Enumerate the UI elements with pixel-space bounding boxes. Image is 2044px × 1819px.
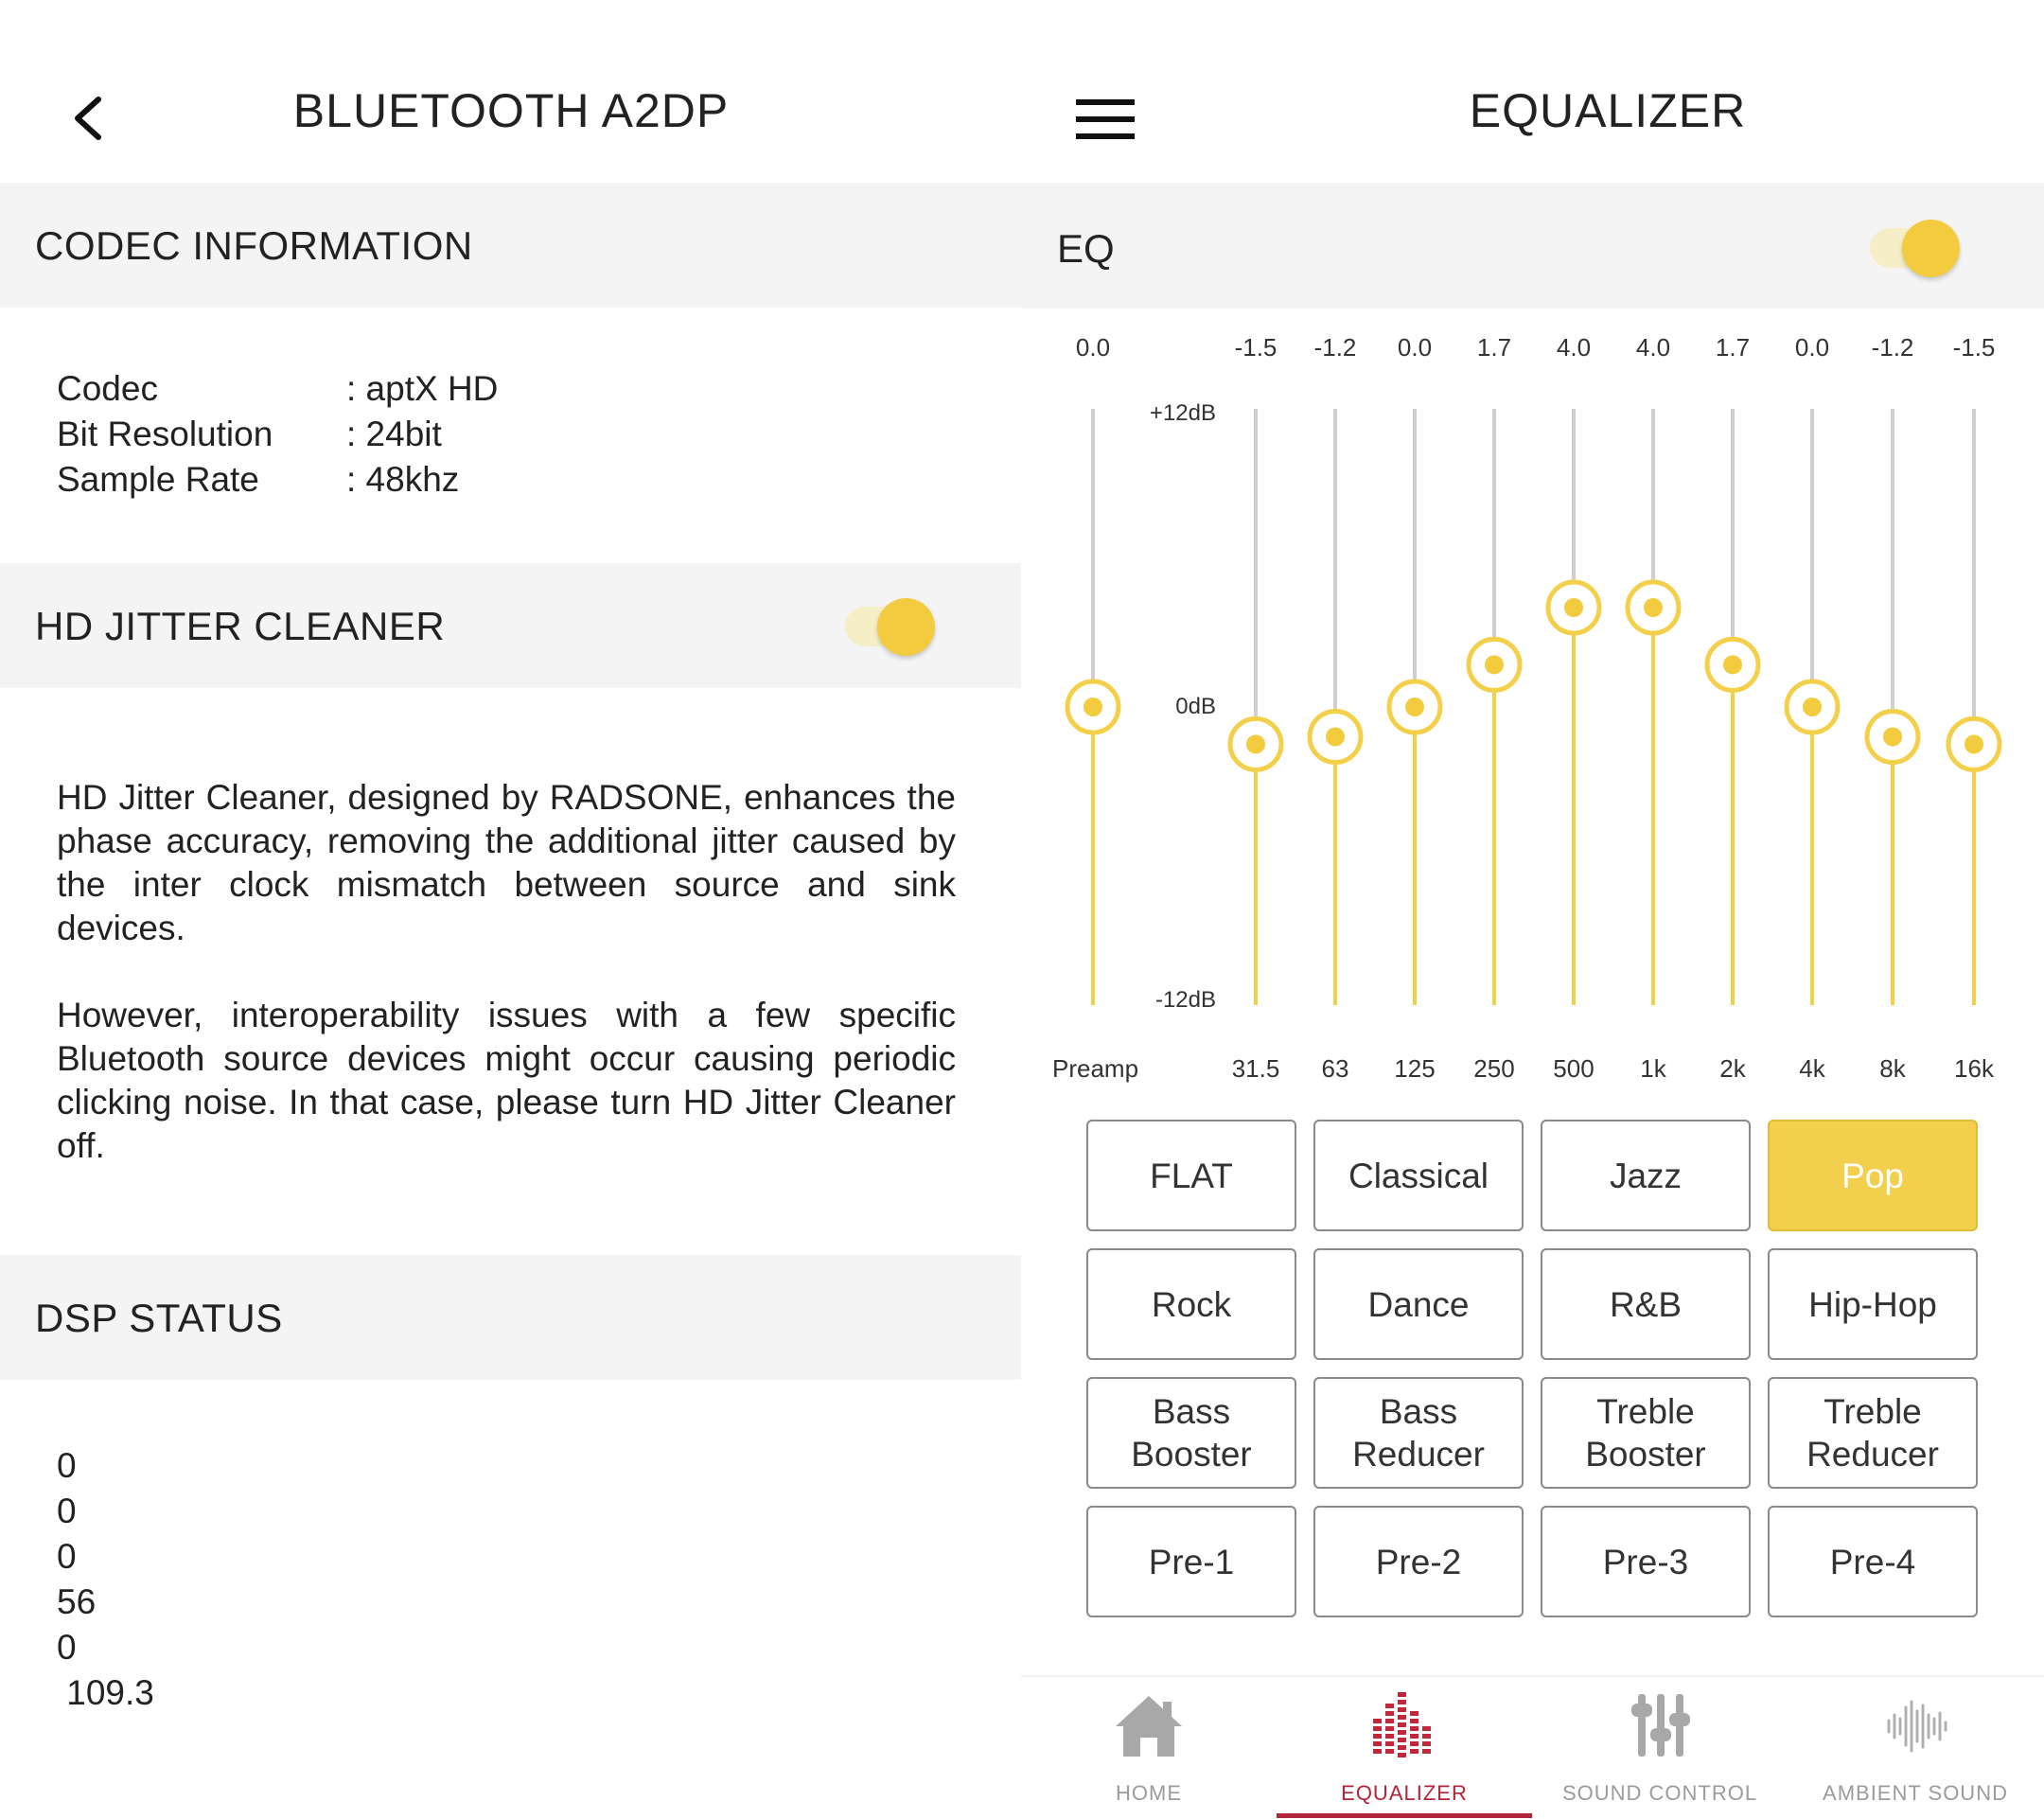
preset-hiphop-button[interactable]: Hip-Hop — [1768, 1248, 1978, 1360]
freq-label-16k: 16k — [1954, 1054, 1994, 1083]
freq-label-250: 250 — [1473, 1054, 1515, 1083]
jitter-section-title: HD JITTER CLEANER — [35, 604, 446, 648]
codec-label: Codec — [57, 369, 158, 408]
bit-resolution-label: Bit Resolution — [57, 415, 273, 453]
preset-pre1-button[interactable]: Pre-1 — [1086, 1506, 1296, 1617]
band-16k-slider-dot — [1965, 734, 1983, 753]
band-31.5-slider-dot — [1246, 734, 1265, 753]
band-63-slider-dot — [1326, 728, 1345, 747]
preset-rock-button[interactable]: Rock — [1086, 1248, 1296, 1360]
preset-pre2-button[interactable]: Pre-2 — [1313, 1506, 1524, 1617]
sample-rate-label: Sample Rate — [57, 460, 259, 499]
band-value-500: 4.0 — [1556, 333, 1592, 362]
jitter-warning: However, interoperability issues with a few specific Bluetooth source devices might occur causing periodic clicking noise. In that case, please turn HD Jitter Cleaner off. — [57, 996, 956, 1165]
band-250-slider-dot — [1485, 655, 1504, 674]
dsp-value-6: 109.3 — [57, 1673, 154, 1712]
preset-pop-button[interactable]: Pop — [1768, 1120, 1978, 1231]
jitter-description: HD Jitter Cleaner, designed by RADSONE, enhances the phase accuracy, removing the additional jitter caused by the inter clock mismatch between source and sink devices. — [57, 778, 956, 947]
db-max-label: +12dB — [1149, 400, 1216, 426]
preamp-value: 0.0 — [1075, 333, 1111, 362]
band-1k-slider-dot — [1644, 598, 1663, 617]
preset-flat-button[interactable]: FLAT — [1086, 1120, 1296, 1231]
preset-bass-reducer-button[interactable]: Bass Reducer — [1313, 1377, 1524, 1489]
db-mid-label: 0dB — [1175, 694, 1216, 719]
band-8k-slider-dot — [1883, 728, 1902, 747]
band-value-125: 0.0 — [1397, 333, 1433, 362]
preset-rnb-button[interactable]: R&B — [1541, 1248, 1751, 1360]
preset-treble-reducer-button[interactable]: Treble Reducer — [1768, 1377, 1978, 1489]
preset-dance-button[interactable]: Dance — [1313, 1248, 1524, 1360]
band-value-2k: 1.7 — [1715, 333, 1751, 362]
freq-label-2k: 2k — [1719, 1054, 1746, 1083]
soundwave-icon — [1885, 1700, 1947, 1753]
preset-bass-booster-button[interactable]: Bass Booster — [1086, 1377, 1296, 1489]
preamp-label: Preamp — [1052, 1054, 1139, 1083]
dsp-section-title: DSP STATUS — [35, 1296, 283, 1340]
band-value-63: -1.2 — [1313, 333, 1357, 362]
preset-classical-button[interactable]: Classical — [1313, 1120, 1524, 1231]
preset-jazz-button[interactable]: Jazz — [1541, 1120, 1751, 1231]
preset-pre4-button[interactable]: Pre-4 — [1768, 1506, 1978, 1617]
bit-resolution-value: : 24bit — [346, 415, 442, 453]
bottom-nav — [1021, 1675, 2044, 1819]
dsp-value-4: 56 — [57, 1582, 97, 1621]
freq-label-63: 63 — [1321, 1054, 1349, 1083]
dsp-value-5: 0 — [57, 1628, 77, 1667]
dsp-value-2: 0 — [57, 1492, 77, 1530]
band-125-slider-dot — [1405, 698, 1424, 716]
band-value-8k: -1.2 — [1871, 333, 1914, 362]
preset-treble-booster-button[interactable]: Treble Booster — [1541, 1377, 1751, 1489]
freq-label-500: 500 — [1553, 1054, 1595, 1083]
equalizer-icon — [1371, 1690, 1437, 1760]
freq-label-31.5: 31.5 — [1231, 1054, 1280, 1083]
freq-label-1k: 1k — [1640, 1054, 1666, 1083]
band-value-4k: 0.0 — [1794, 333, 1830, 362]
codec-section-title: CODEC INFORMATION — [35, 223, 473, 268]
nav-active-indicator — [1277, 1813, 1532, 1818]
nav-home-label: HOME — [1116, 1781, 1182, 1805]
dsp-value-3: 0 — [57, 1537, 77, 1576]
nav-equalizer-label: EQUALIZER — [1341, 1781, 1468, 1805]
band-value-1k: 4.0 — [1635, 333, 1671, 362]
freq-label-8k: 8k — [1879, 1054, 1906, 1083]
band-4k-slider-dot — [1803, 698, 1822, 716]
page-title: BLUETOOTH A2DP — [292, 84, 730, 137]
page-title: EQUALIZER — [1469, 84, 1747, 137]
band-500-slider-dot — [1564, 598, 1583, 617]
nav-sound-control-label: SOUND CONTROL — [1561, 1781, 1758, 1805]
codec-value: : aptX HD — [346, 369, 499, 408]
band-2k-slider-dot — [1723, 655, 1742, 674]
sliders-icon — [1630, 1690, 1692, 1760]
freq-label-125: 125 — [1394, 1054, 1436, 1083]
preset-pre3-button[interactable]: Pre-3 — [1541, 1506, 1751, 1617]
band-value-31.5: -1.5 — [1234, 333, 1278, 362]
nav-ambient-sound-label: AMBIENT SOUND — [1823, 1781, 2008, 1805]
preamp-slider-dot — [1084, 698, 1102, 716]
home-icon — [1114, 1694, 1184, 1760]
freq-label-4k: 4k — [1799, 1054, 1825, 1083]
band-value-250: 1.7 — [1476, 333, 1512, 362]
db-min-label: -12dB — [1154, 987, 1216, 1013]
sample-rate-value: : 48khz — [346, 460, 460, 499]
band-value-16k: -1.5 — [1952, 333, 1996, 362]
eq-label: EQ — [1057, 226, 1115, 271]
dsp-value-1: 0 — [57, 1446, 77, 1485]
